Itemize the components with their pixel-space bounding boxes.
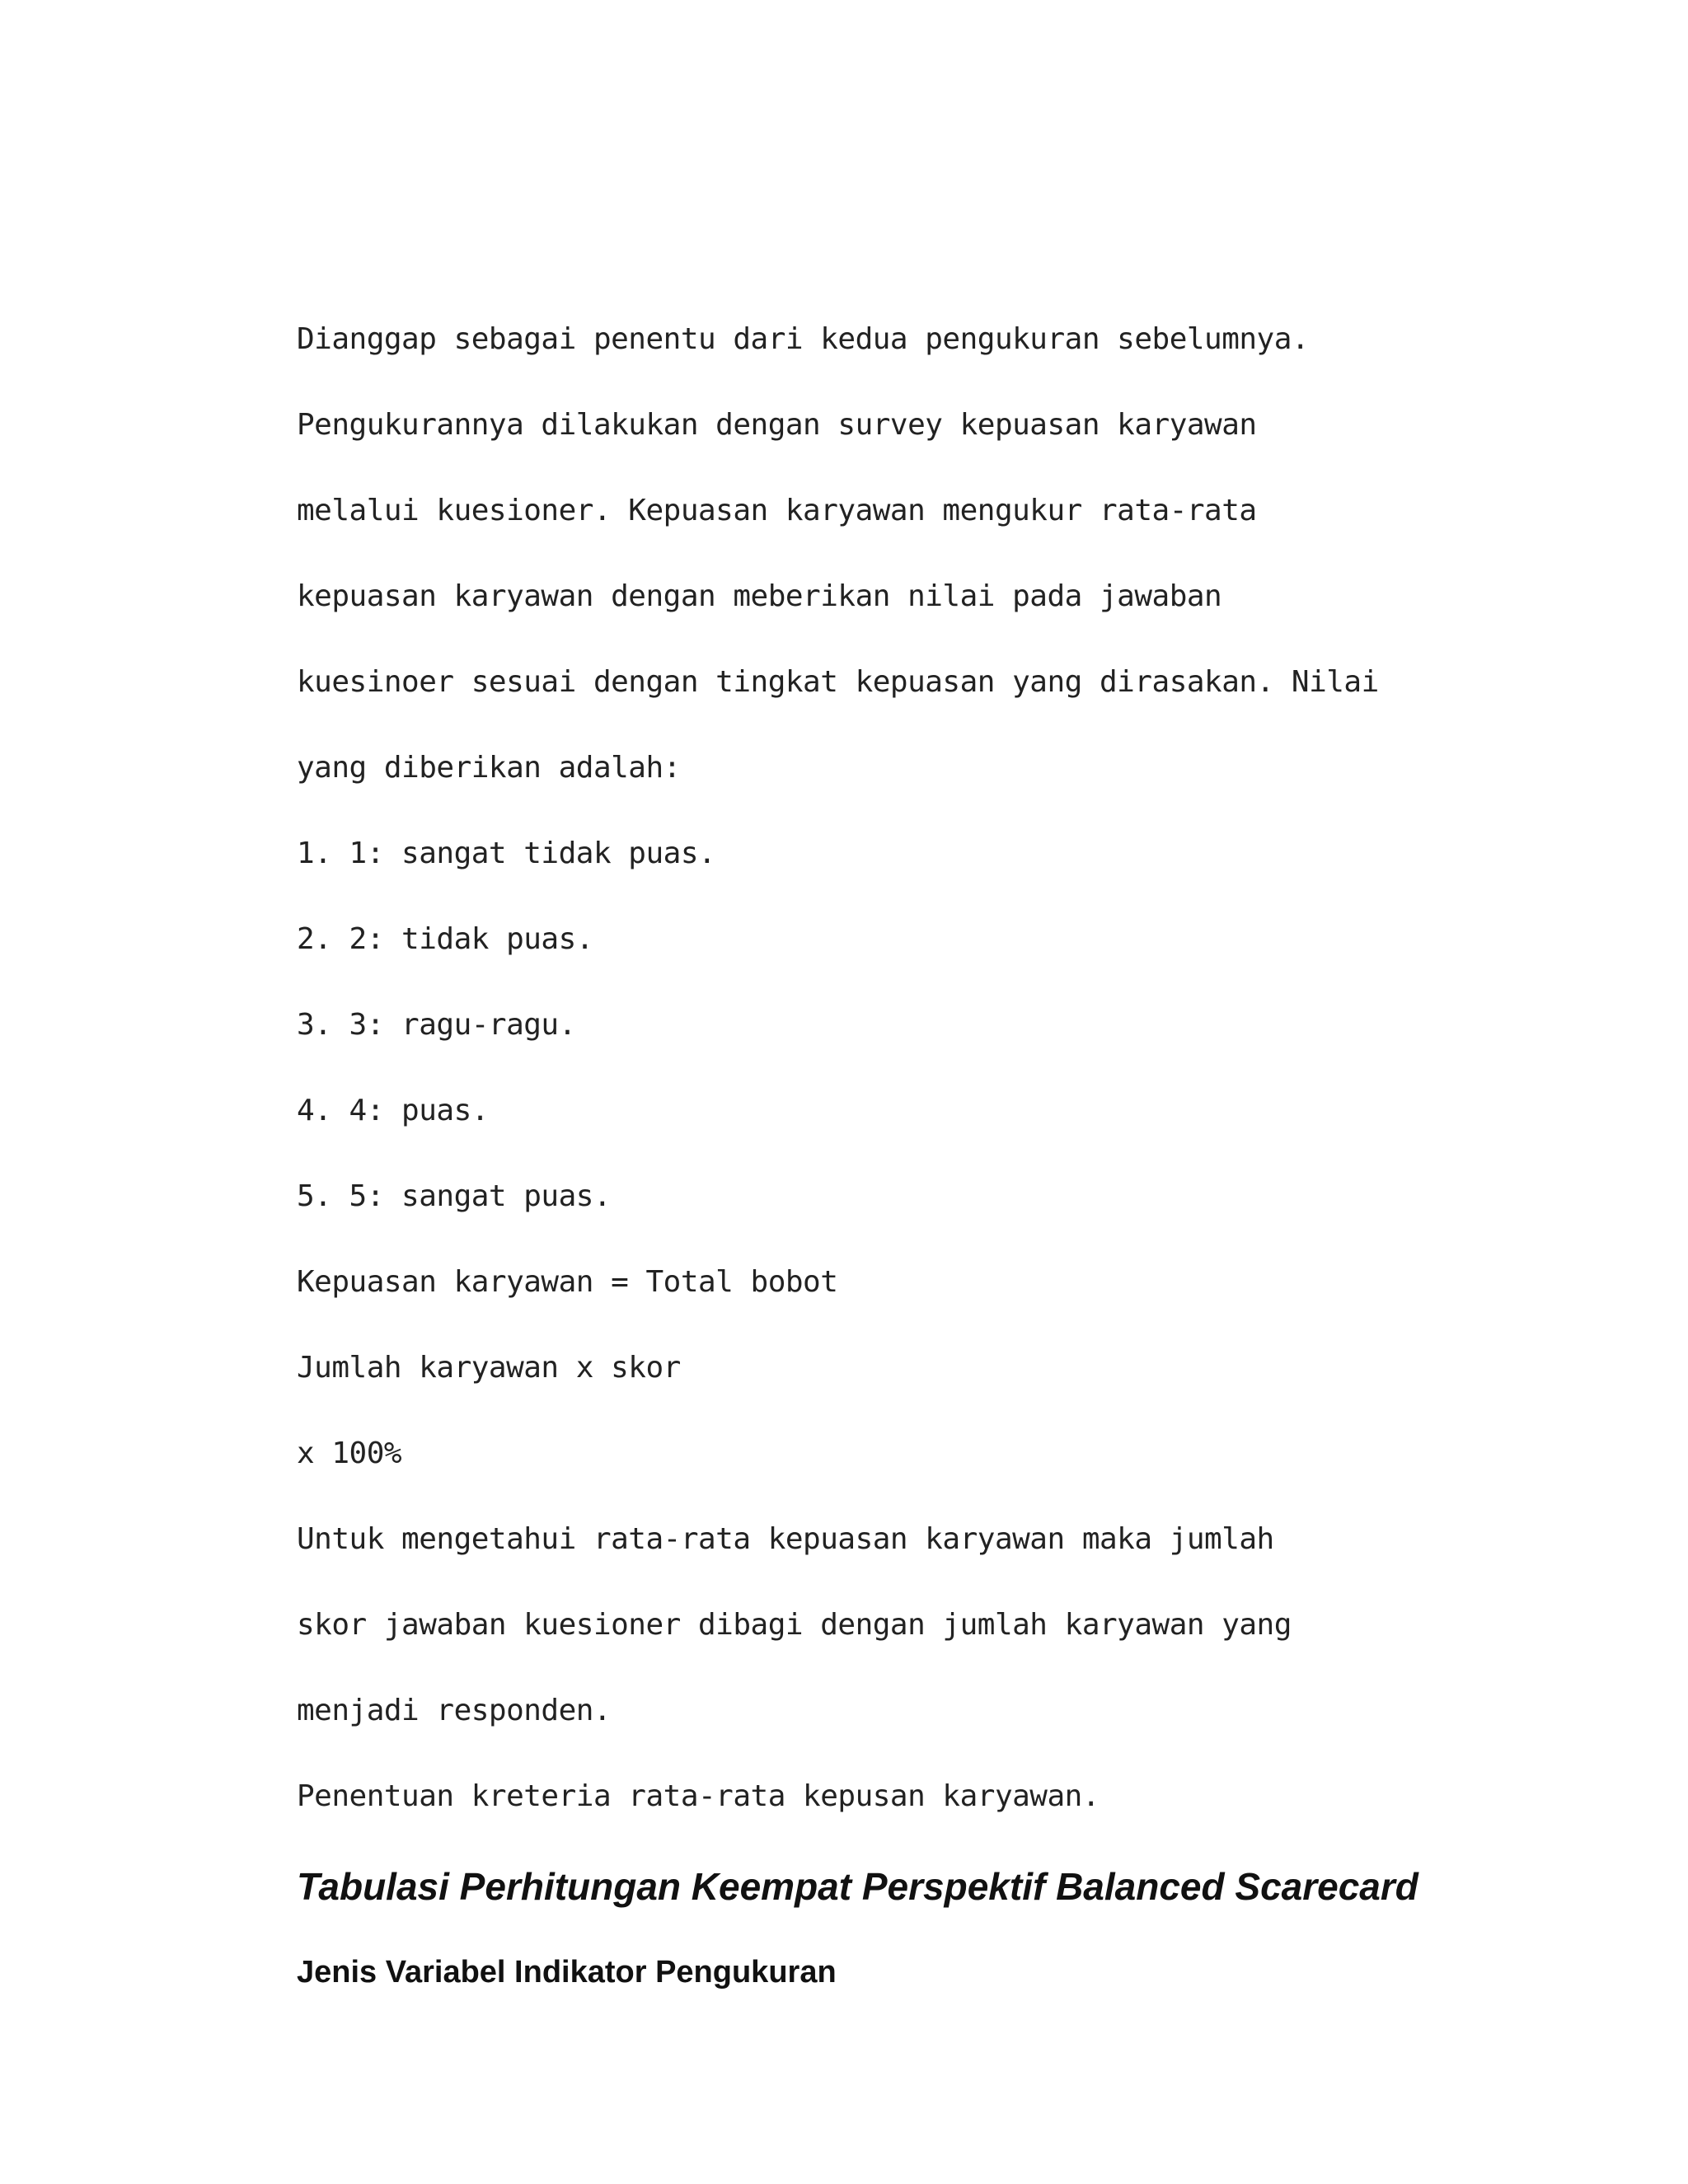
- scale-list-item: 5. 5: sangat puas.: [297, 1179, 612, 1213]
- paragraph-line: melalui kuesioner. Kepuasan karyawan mengukur rata-rata: [297, 494, 1257, 527]
- section-heading: Tabulasi Perhitungan Keempat Perspektif Balanced Scarecard: [297, 1865, 1418, 1908]
- formula-denominator: Jumlah karyawan x skor: [297, 1351, 681, 1385]
- section-subheading: Jenis Variabel Indikator Pengukuran: [297, 1955, 837, 1990]
- explanation-line: skor jawaban kuesioner dibagi dengan jumlah karyawan yang: [297, 1608, 1292, 1642]
- scale-list-item: 4. 4: puas.: [297, 1094, 489, 1127]
- explanation-line: Penentuan kreteria rata-rata kepusan karyawan.: [297, 1779, 1100, 1813]
- explanation-line: menjadi responden.: [297, 1694, 612, 1727]
- scale-list-item: 1. 1: sangat tidak puas.: [297, 837, 716, 870]
- paragraph-line: kuesinoer sesuai dengan tingkat kepuasan yang dirasakan. Nilai: [297, 665, 1379, 699]
- explanation-line: Untuk mengetahui rata-rata kepuasan karyawan maka jumlah: [297, 1522, 1274, 1556]
- paragraph-line: kepuasan karyawan dengan meberikan nilai pada jawaban: [297, 579, 1222, 613]
- paragraph-line: Dianggap sebagai penentu dari kedua pengukuran sebelumnya.: [297, 322, 1310, 356]
- page-content: [297, 297, 1533, 2009]
- paragraph-line: yang diberikan adalah:: [297, 751, 681, 785]
- scale-list-item: 3. 3: ragu-ragu.: [297, 1008, 576, 1042]
- scale-list-item: 2. 2: tidak puas.: [297, 922, 593, 956]
- formula-multiplier: x 100%: [297, 1436, 402, 1470]
- formula-numerator: Kepuasan karyawan = Total bobot: [297, 1265, 838, 1299]
- paragraph-line: Pengukurannya dilakukan dengan survey kepuasan karyawan: [297, 408, 1257, 442]
